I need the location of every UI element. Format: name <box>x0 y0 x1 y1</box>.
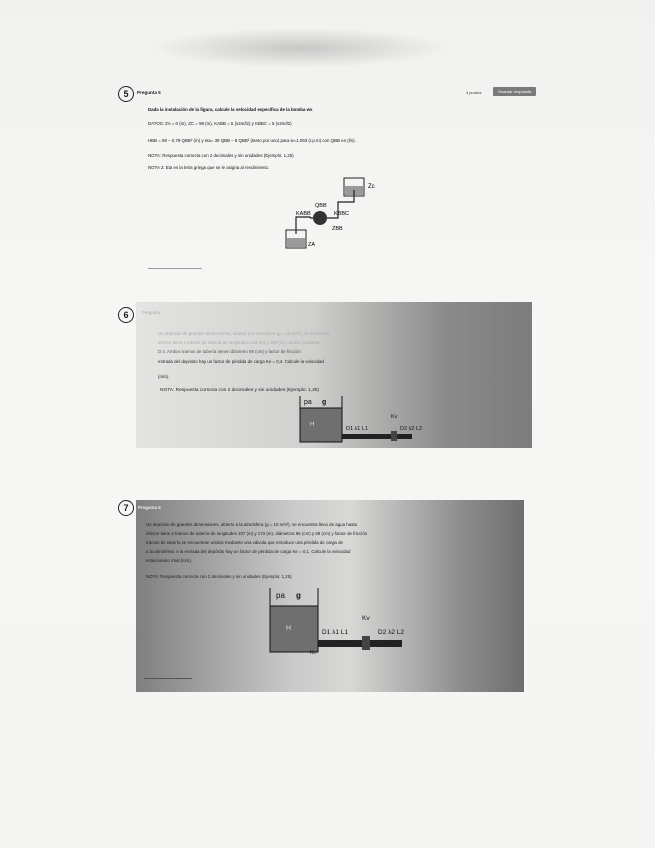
svg-text:Kv: Kv <box>391 414 398 420</box>
q6-title: Pregunta <box>142 310 160 315</box>
question-5-title: Pregunta 5 <box>137 90 161 95</box>
q5-note-2: NOTA 2: Eta es la letra griega que se le asigna al rendimiento. <box>148 165 270 170</box>
q7-line-4: a la atmósfera. A la entrada del depósito hay un factor de pérdida de carga Ke = 0,1. Calcule la velocidad <box>146 549 351 554</box>
q6-tank-figure <box>296 394 436 446</box>
q5-note: NOTA: Respuesta correcta con 2 decimales y sin unidades (Ejemplo: 1,25) <box>148 153 294 158</box>
svg-text:D2 λ2 L2: D2 λ2 L2 <box>378 629 405 636</box>
q5-statement: Dada la instalación de la figura, calcule la velocidad específica de la bomba ws <box>148 107 313 112</box>
q6-line-5: (m/s). <box>158 374 170 379</box>
svg-text:Kv: Kv <box>362 615 370 622</box>
svg-text:D2 λ2 L2: D2 λ2 L2 <box>400 426 423 432</box>
q7-line-3: tramos de tubería se encuentran unidos mediante una válvula que introduce una pérdida de carga de <box>146 540 343 545</box>
q5-answer-input[interactable] <box>148 268 202 269</box>
q7-line-1: Un depósito de grandes dimensiones, abierto a la atmósfera (g = 10 m/s²), se encuentra lleno de agua hasta <box>146 522 357 527</box>
q7-answer-input[interactable] <box>144 678 192 679</box>
label-zbb: ZBB <box>332 226 343 232</box>
question-7-block <box>136 500 524 692</box>
question-5-circle: 5 <box>118 86 134 102</box>
q6-line-4: entrada del depósito hay un factor de pérdida de carga Ke = 0,4. Calcule la velocidad <box>158 359 324 364</box>
q6-line-2: inferior tiene 2 tramos de tubería de longitudes 122 (m) y 159 (m), unidos mediante <box>158 340 320 345</box>
svg-text:pa: pa <box>304 399 312 406</box>
svg-text:D1 λ1 L1: D1 λ1 L1 <box>322 629 349 636</box>
svg-text:g: g <box>322 399 327 406</box>
q6-line-3: D 2. Ambos tramos de tubería tienen diámetro 98 (cm) y factor de fricción <box>158 349 301 354</box>
question-7-circle: 7 <box>118 500 134 516</box>
svg-text:Ke: Ke <box>310 650 317 656</box>
question-6-block <box>136 302 532 448</box>
q5-pump-figure <box>280 172 390 262</box>
pump-icon <box>313 211 327 225</box>
q7-tank-figure <box>266 584 426 656</box>
label-zc: Zc <box>368 184 375 190</box>
q6-line-1: Un depósito de grandes dimensiones, abierto a la atmósfera (g = 10 m/s²), se encuentra <box>158 331 330 336</box>
svg-text:g: g <box>296 591 301 600</box>
label-kabb: KABB <box>296 211 311 217</box>
question-6-circle: 6 <box>118 307 134 323</box>
label-za: ZA <box>308 242 316 248</box>
q7-line-5: estacionario Vsal (m/s). <box>146 558 192 563</box>
label-kbbc: KBBC <box>334 211 349 217</box>
save-answer-button[interactable]: Guardar respuesta <box>493 87 536 96</box>
svg-text:H: H <box>310 422 315 428</box>
q6-note: NOTA: Respuesta correcta con 2 decimales y sin unidades (Ejemplo: 1,35) <box>160 388 320 393</box>
label-qbb: QBB <box>315 203 327 209</box>
svg-text:D1 λ1 L1: D1 λ1 L1 <box>346 426 369 432</box>
q7-line-2: inferior tiene 2 tramos de tubería de longitudes 107 (m) y 173 (m), diámetros 86 (cm) y 68 (cm) y factor de fricción <box>146 531 368 536</box>
question-5-points: 4 puntos <box>466 90 482 95</box>
q7-title: Pregunta 8 <box>138 505 161 510</box>
svg-text:pa: pa <box>276 591 285 600</box>
q5-data: DATOS: ZA = 0 (m), ZC = 98 (m), KABB = 5 (s2m/l2) y KBBC = 5 (s2m/l2) <box>148 121 292 126</box>
svg-text:H: H <box>286 625 292 632</box>
q5-curves: HBB = 98 – 0,79 QBB² (m) y eta= 39 QBB – 8 QBB² (tanto por uno) para w=1.063 (r.p.m) con QBB en (l/s). <box>148 138 356 143</box>
q7-note: NOTA: Respuesta correcta con 2 decimales y sin unidades (Ejemplo: 1,25) <box>146 574 292 579</box>
scan-shadow <box>150 28 450 68</box>
